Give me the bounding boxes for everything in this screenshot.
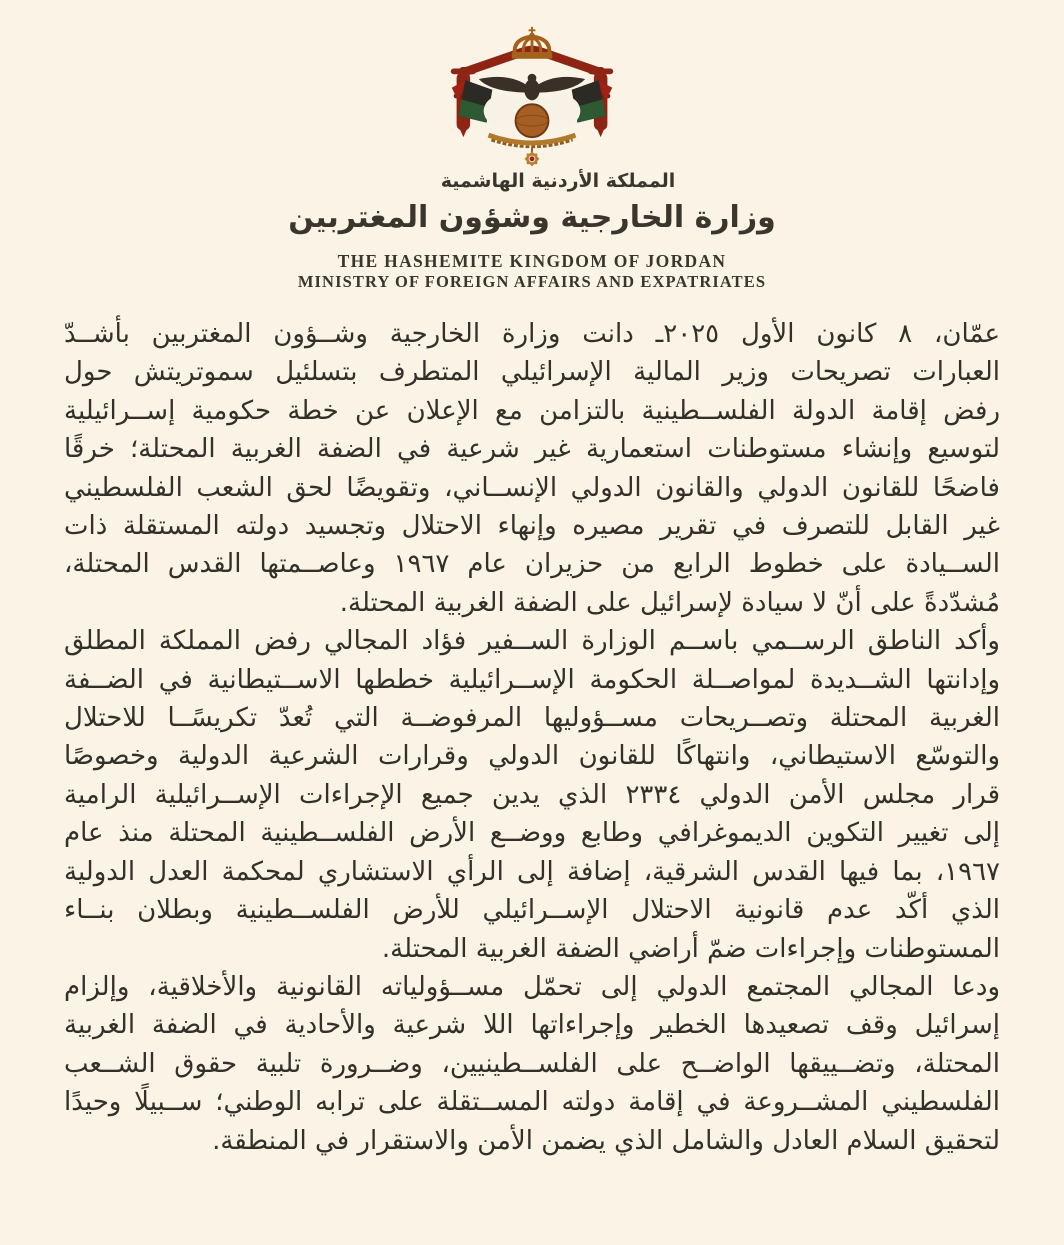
crown-icon bbox=[512, 27, 553, 59]
text-line: رفض إقامة الدولة الفلســطينية بالتزامن مع الإعلان عن خطة حكومية إســرائيلية bbox=[64, 395, 1000, 426]
text-line: لتوسيع وإنشاء مستوطنات استعمارية غير شرعية في الضفة الغربية المحتلة؛ خرقًا bbox=[64, 434, 1000, 465]
paragraph-spokesperson-statement bbox=[64, 622, 1000, 968]
letterhead bbox=[0, 0, 1064, 291]
globe-icon bbox=[516, 104, 549, 137]
text-line: إسرائيل وقف تصعيدها الخطير وإجراءاتها اللا شرعية والأحادية في الضفة الغربية bbox=[64, 1010, 1000, 1041]
text-line: الغربية المحتلة وتصــريحات مســؤوليها المرفوضــة التي تُعدّ تكريسًــا للاحتلال bbox=[64, 703, 1000, 734]
text-line: الفلسطيني المشــروعة في إقامة دولته المســتقلة على ترابه الوطني؛ ســبيلًا وحيدًا bbox=[64, 1087, 1000, 1118]
text-line: غير القابل للتصرف في تقرير مصيره وإنهاء الاحتلال وتجسيد دولته المستقلة ذات bbox=[64, 511, 1000, 542]
paragraph-call-to-international-community bbox=[64, 968, 1000, 1160]
text-line: مُشدّدةً على أنّ لا سيادة لإسرائيل على الضفة الغربية المحتلة. bbox=[339, 587, 1000, 618]
text-line: العبارات تصريحات وزير المالية الإسرائيلي المتطرف بتسلئيل سموتريتش حول bbox=[64, 357, 1000, 388]
text-line: وإدانتها الشــديدة لمواصــلة الحكومة الإســرائيلية خططها الاســتيطانية في الضــفة bbox=[64, 664, 1000, 695]
text-line: والتوسّع الاستيطاني، وانتهاكًا للقانون الدولي وقرارات الشرعية الدولية وخصوصًا bbox=[64, 741, 1000, 772]
kingdom-name-english: THE HASHEMITE KINGDOM OF JORDAN bbox=[337, 251, 727, 271]
text-line: عمّان، ٨ كانون الأول ٢٠٢٥ـ دانت وزارة الخارجية وشــؤون المغتربين بأشــدّ bbox=[64, 319, 1000, 349]
text-line: الســيادة على خطوط الرابع من حزيران عام ١٩٦٧ وعاصــمتها القدس المحتلة، bbox=[64, 549, 1000, 580]
order-star-medal bbox=[524, 148, 539, 167]
kingdom-name-arabic-calligraphy: المملكة الأردنية الهاشمية bbox=[440, 170, 676, 192]
text-line: المحتلة، وتضــييقها الواضــح على الفلســطينيين، وضــرورة تلبية حقوق الشــعب bbox=[64, 1048, 1000, 1079]
text-line: وأكد الناطق الرســمي باســم الوزارة الســفير فؤاد المجالي رفض المملكة المطلق bbox=[64, 626, 1000, 657]
press-release-body bbox=[64, 315, 1000, 1160]
text-line: فاضحًا للقانون الدولي والقانون الدولي الإنســاني، وتقويضًا لحق الشعب الفلسطيني bbox=[64, 472, 1000, 503]
text-line: قرار مجلس الأمن الدولي ٢٣٣٤ الذي يدين جميع الإجراءات الإســرائيلية الرامية bbox=[64, 779, 1001, 810]
text-line: ودعا المجالي المجتمع الدولي إلى تحمّل مســؤولياته القانونية والأخلاقية، وإلزام bbox=[64, 971, 1000, 1002]
text-line: الذي أكّد عدم قانونية الاحتلال الإســرائيلي للأرض الفلســطينية وبطلان بنــاء bbox=[64, 895, 1000, 926]
paragraph-condemnation bbox=[64, 315, 1000, 622]
ministry-name-english: MINISTRY OF FOREIGN AFFAIRS AND EXPATRIATES bbox=[297, 272, 767, 291]
jordan-coat-of-arms-icon bbox=[427, 24, 637, 169]
text-line: لتحقيق السلام العادل والشامل الذي يضمن الأمن والاستقرار في المنطقة. bbox=[212, 1125, 1000, 1156]
text-line: ١٩٦٧، بما فيها القدس الشرقية، إضافة إلى الرأي الاستشاري لمحكمة العدل الدولية bbox=[64, 856, 1000, 887]
text-line: إلى تغيير التكوين الديموغرافي وطابع ووضــع الأرض الفلســطينية المحتلة منذ عام bbox=[64, 818, 1000, 849]
ministry-name-arabic-calligraphy: وزارة الخارجية وشؤون المغتربين bbox=[288, 200, 776, 235]
text-line: المستوطنات وإجراءات ضمّ أراضي الضفة الغربية المحتلة. bbox=[381, 933, 1000, 964]
